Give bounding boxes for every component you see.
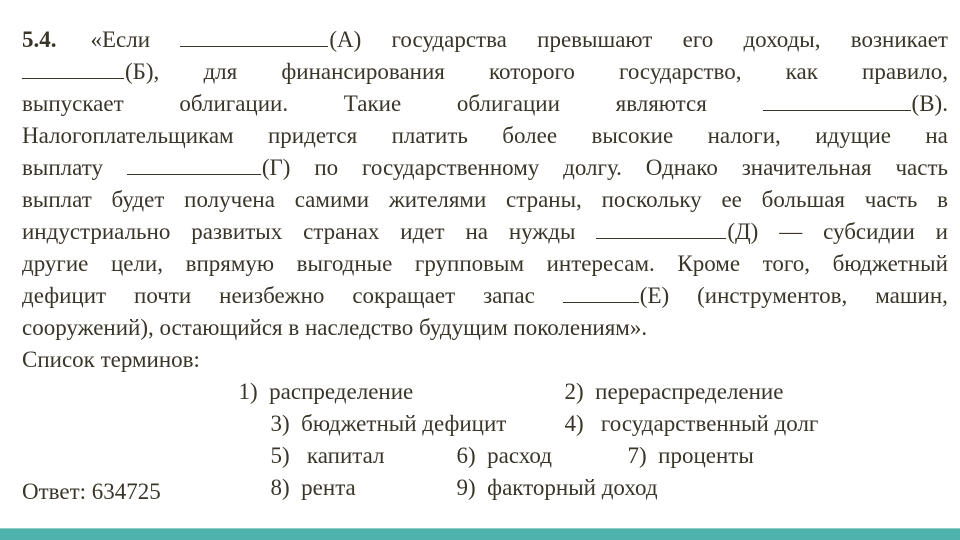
blank-underline — [22, 58, 124, 79]
word: на — [465, 219, 488, 244]
text-line — [22, 88, 948, 120]
term-number: 9) — [456, 475, 476, 500]
term-text: перераспределение — [595, 379, 784, 404]
terms-heading: Список терминов: — [22, 347, 200, 372]
term-text: рента — [301, 475, 356, 500]
blank-label: (А) — [329, 27, 362, 52]
blank-a — [180, 24, 361, 56]
word: выпускает — [22, 91, 124, 116]
word: государства — [391, 27, 507, 52]
term-text: проценты — [658, 443, 754, 468]
word: значительная — [741, 155, 872, 180]
word: (инструментов, — [697, 283, 848, 308]
word: облигации — [456, 91, 560, 116]
blank-label: (Г) — [261, 155, 291, 180]
word: придется — [268, 123, 358, 148]
text-line — [22, 216, 948, 248]
word: часть — [895, 155, 948, 180]
blank-label: (В). — [911, 91, 948, 116]
word: по — [314, 155, 339, 180]
blank-f — [563, 280, 669, 312]
text-line — [22, 312, 948, 344]
word: почти — [134, 283, 192, 308]
word: долгу. — [563, 155, 622, 180]
term-number: 7) — [627, 443, 647, 468]
word: Такие — [343, 91, 402, 116]
word: облигации. — [179, 91, 289, 116]
word: жителями — [388, 187, 487, 212]
word: получена — [184, 187, 275, 212]
blank-c — [763, 88, 948, 120]
word: Однако — [645, 155, 718, 180]
word: того, — [762, 251, 810, 276]
word: как — [785, 59, 818, 84]
word: выгодные — [296, 251, 393, 276]
task-number: 5.4. — [22, 27, 57, 52]
word: цели, — [110, 251, 163, 276]
text-line — [22, 248, 948, 280]
accent-bar — [0, 528, 960, 540]
word: в — [937, 187, 948, 212]
answer: Ответ: 634725 — [22, 479, 161, 504]
word: являются — [615, 91, 707, 116]
text-line — [22, 24, 948, 56]
word: Налогоплательщикам — [22, 123, 234, 148]
blank-label: (Б), — [125, 59, 160, 84]
word: которого — [489, 59, 575, 84]
word: неизбежно — [219, 283, 325, 308]
word: налоги, — [707, 123, 781, 148]
blank-underline — [127, 154, 261, 175]
word: поскольку — [601, 187, 702, 212]
word: бюджетный — [832, 251, 948, 276]
blank-b — [22, 56, 159, 88]
word: индустриально — [22, 219, 171, 244]
word: запас — [483, 283, 535, 308]
word: часть — [864, 187, 918, 212]
term-text: расход — [487, 443, 552, 468]
word: ее — [721, 187, 742, 212]
term-text: государственный долг — [600, 411, 819, 436]
text-line — [22, 280, 948, 312]
term-text: распределение — [269, 379, 414, 404]
term-number: 6) — [456, 443, 476, 468]
term-number: 4) — [564, 411, 584, 436]
word: его — [682, 27, 714, 52]
term-9 — [422, 440, 658, 536]
word: сокращает — [352, 283, 456, 308]
text-line — [22, 56, 948, 88]
word: превышают — [537, 27, 653, 52]
word: странах — [303, 219, 380, 244]
blank-label: (Е) — [639, 283, 670, 308]
word: выплат — [22, 187, 92, 212]
blank-underline — [763, 90, 911, 111]
word: будет — [111, 187, 165, 212]
word: правило, — [862, 59, 948, 84]
term-text: бюджетный дефицит — [301, 411, 507, 436]
word: государство, — [619, 59, 742, 84]
word: идет — [400, 219, 445, 244]
word: для — [203, 59, 238, 84]
blank-e — [596, 216, 758, 248]
blank-d — [127, 152, 291, 184]
term-number: 5) — [270, 443, 290, 468]
word: идущие — [815, 123, 891, 148]
blank-label: (Д) — [727, 219, 759, 244]
text-line — [22, 120, 948, 152]
word: групповым — [414, 251, 525, 276]
word: финансирования — [281, 59, 445, 84]
term-number: 3) — [270, 411, 290, 436]
term-text: капитал — [306, 443, 385, 468]
word: интересам. — [546, 251, 655, 276]
word: выплату — [22, 155, 103, 180]
word: «Если — [90, 27, 151, 52]
term-number: 2) — [564, 379, 584, 404]
blank-underline — [563, 282, 639, 303]
blank-underline — [180, 26, 328, 47]
term-8 — [236, 440, 356, 536]
term-number: 8) — [270, 475, 290, 500]
word: Кроме — [677, 251, 741, 276]
word: самими — [294, 187, 370, 212]
word: машин, — [875, 283, 948, 308]
text-line — [22, 152, 948, 184]
word: субсидии — [823, 219, 915, 244]
word: возникает — [850, 27, 948, 52]
word: страны, — [506, 187, 582, 212]
word: другие — [22, 251, 89, 276]
word: высокие — [591, 123, 674, 148]
word: доходы, — [743, 27, 821, 52]
term-number: 1) — [238, 379, 258, 404]
word: сооружений), остающийся в наследство будущим поколениям». — [22, 315, 648, 340]
word: государственному — [362, 155, 540, 180]
text-line — [22, 184, 948, 216]
word: дефицит — [22, 283, 107, 308]
blank-underline — [596, 218, 726, 239]
word: и — [935, 219, 948, 244]
word: — — [779, 219, 803, 244]
word: платить — [391, 123, 468, 148]
word: впрямую — [185, 251, 275, 276]
word: большая — [761, 187, 846, 212]
word: на — [925, 123, 948, 148]
word: развитых — [191, 219, 283, 244]
word: нужды — [508, 219, 576, 244]
word: более — [502, 123, 558, 148]
term-text: факторный доход — [487, 475, 658, 500]
